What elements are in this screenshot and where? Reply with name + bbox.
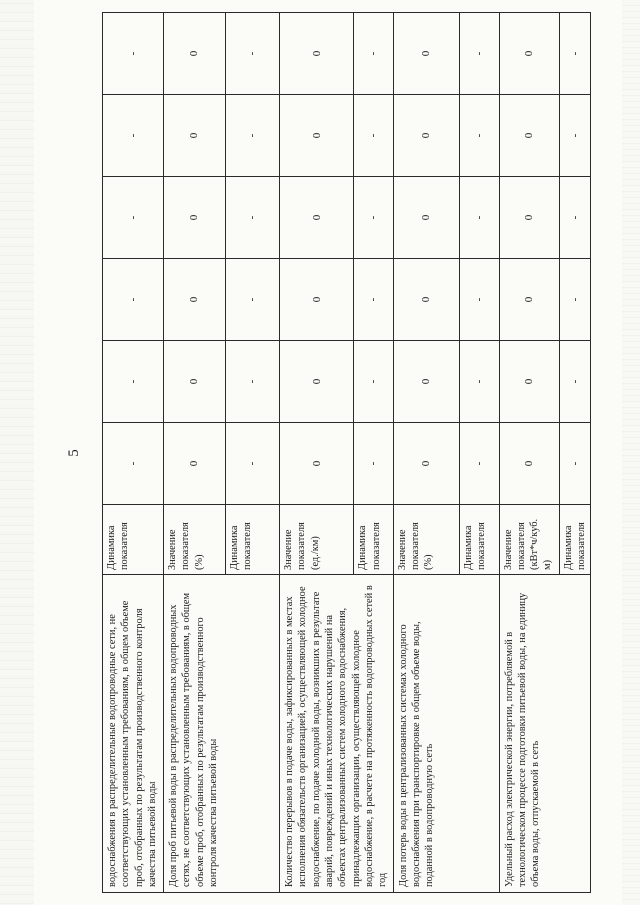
metric-label: Динамика показателя [559,505,591,575]
metric-value: 0 [499,13,559,95]
table-row [103,13,164,893]
metric-value: - [103,259,164,341]
metric-value: - [103,13,164,95]
metric-value: 0 [393,95,459,177]
table-row [393,13,459,893]
metric-value: - [226,259,280,341]
metric-label: Значение показателя (%) [393,505,459,575]
metric-label: Динамика показателя [354,505,393,575]
metric-value: - [354,13,393,95]
indicator-name: Количество перерывов в подаче воды, зафиксированных в местах исполнения обязательств организацией, осуществляющей холодное водоснабжение, по подаче холодной воды, возникших в результате аварий, повреждений и иных технологических нарушений на объектах централизованных систем холодного водоснабжения, принадлежащих организации, осуществляющей холодное водоснабжение, в расчете на протяженность водопроводных сетей в год [280,575,394,893]
metric-value: 0 [164,341,226,423]
metric-value: 0 [280,95,354,177]
metric-value: 0 [393,423,459,505]
metric-value: - [226,13,280,95]
metric-value: 0 [393,177,459,259]
metric-value: 0 [164,95,226,177]
metric-label: Динамика показателя [103,505,164,575]
metric-value: - [559,13,591,95]
scan-edge-left [0,0,34,905]
metric-value: - [459,13,499,95]
metric-value: 0 [393,259,459,341]
metric-value: 0 [499,423,559,505]
metric-value: 0 [280,13,354,95]
metric-label: Значение показателя (кВт*ч/куб. м) [499,505,559,575]
metric-value: - [354,423,393,505]
metric-value: - [103,423,164,505]
table-row [280,13,354,893]
metric-value: - [559,423,591,505]
metric-value: - [103,95,164,177]
metric-value: 0 [393,13,459,95]
metric-value: - [226,423,280,505]
scan-edge-right [622,0,640,905]
metric-value: 0 [499,341,559,423]
metric-value: 0 [280,259,354,341]
metric-value: - [559,341,591,423]
metric-value: - [559,177,591,259]
metric-value: - [354,177,393,259]
metric-value: 0 [280,423,354,505]
metric-value: - [559,259,591,341]
metric-value: - [459,95,499,177]
page-number: 5 [66,449,82,457]
metric-value: - [354,341,393,423]
metric-value: - [354,259,393,341]
metric-label: Динамика показателя [226,505,280,575]
metric-value: - [459,423,499,505]
metric-label: Значение показателя (ед./км) [280,505,354,575]
metric-value: - [226,177,280,259]
metric-value: 0 [164,423,226,505]
metric-value: 0 [499,95,559,177]
metric-value: - [226,341,280,423]
indicator-name: Доля проб питьевой воды в распределительных водопроводных сетях, не соответствующих установленным требованиям, в общем объеме проб, отобранных по результатам производственного контроля качества питьевой воды [164,575,280,893]
metric-value: 0 [393,341,459,423]
metric-value: 0 [164,13,226,95]
metric-value: - [103,177,164,259]
indicators-table [102,12,591,893]
table-row [164,13,226,893]
table-row [499,13,559,893]
table-body [103,13,591,893]
metric-value: - [459,177,499,259]
metric-value: - [103,341,164,423]
metric-value: - [226,95,280,177]
metric-value: 0 [499,259,559,341]
metric-value: - [559,95,591,177]
metric-value: 0 [164,177,226,259]
metric-value: 0 [164,259,226,341]
metric-label: Значение показателя (%) [164,505,226,575]
metric-value: 0 [280,341,354,423]
metric-value: - [459,341,499,423]
metric-value: 0 [499,177,559,259]
metric-label: Динамика показателя [459,505,499,575]
indicator-name: Доля потерь воды в централизованных системах холодного водоснабжения при транспортировке в общем объеме воды, поданной в водопроводную сеть [393,575,499,893]
indicator-name: водоснабжения в распределительные водопроводные сети, не соответствующих установленным требованиям, в общем объеме проб, отобранных по результатам производственного контроля качества питьевой воды [103,575,164,893]
metric-value: - [459,259,499,341]
indicator-name: Удельный расход электрической энергии, потребляемой в технологическом процессе подготовки питьевой воды, на единицу объема воды, отпускаемой в сеть [499,575,591,893]
rotated-document [102,13,587,893]
metric-value: 0 [280,177,354,259]
metric-value: - [354,95,393,177]
